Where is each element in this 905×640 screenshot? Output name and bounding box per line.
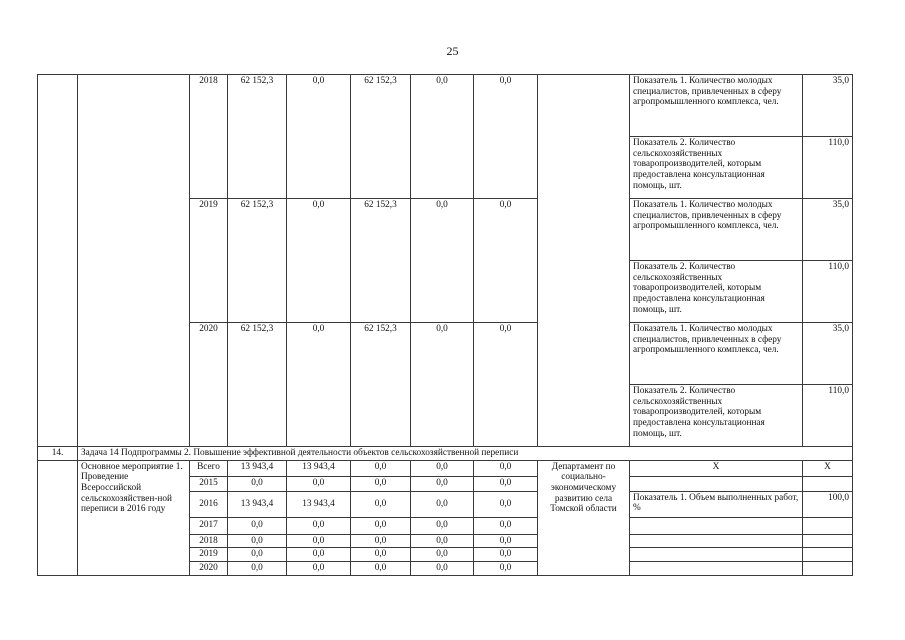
regional-cell: 0,0 <box>351 517 411 534</box>
year-cell: 2019 <box>190 548 228 562</box>
year-cell: 2020 <box>190 323 228 447</box>
executor-cell <box>538 75 630 447</box>
name-cell <box>78 75 190 447</box>
total-cell: 62 152,3 <box>228 75 287 199</box>
regional-cell: 0,0 <box>351 476 411 491</box>
year-cell: 2020 <box>190 562 228 576</box>
extrabudget-cell: 0,0 <box>474 476 538 491</box>
value-x: Х <box>803 460 853 476</box>
local-cell: 0,0 <box>411 323 474 447</box>
indicator-text: Показатель 1. Количество молодых специалистов, привлеченных в сферу агропромышленного комплекса, чел. <box>630 199 803 261</box>
extrabudget-cell: 0,0 <box>474 491 538 517</box>
regional-cell: 0,0 <box>351 534 411 548</box>
year-cell: 2015 <box>190 476 228 491</box>
federal-cell: 0,0 <box>287 534 351 548</box>
local-cell: 0,0 <box>411 517 474 534</box>
task-row <box>38 447 853 461</box>
extrabudget-cell: 0,0 <box>474 323 538 447</box>
regional-cell: 0,0 <box>351 548 411 562</box>
value-empty <box>803 548 853 562</box>
local-cell: 0,0 <box>411 548 474 562</box>
value-empty <box>803 534 853 548</box>
indicator-text: Показатель 2. Количество сельскохозяйственных товаропроизводителей, которым предоставлена консультационная помощь, шт. <box>630 261 803 323</box>
indicator-value: 110,0 <box>803 385 853 447</box>
table-row <box>38 460 853 476</box>
federal-cell: 0,0 <box>287 517 351 534</box>
value-empty <box>803 562 853 576</box>
local-cell: 0,0 <box>411 199 474 323</box>
year-cell: Всего <box>190 460 228 476</box>
extrabudget-cell: 0,0 <box>474 534 538 548</box>
extrabudget-cell: 0,0 <box>474 75 538 199</box>
value-empty <box>803 517 853 534</box>
number-cell <box>38 460 78 575</box>
local-cell: 0,0 <box>411 75 474 199</box>
local-cell: 0,0 <box>411 491 474 517</box>
regional-cell: 0,0 <box>351 562 411 576</box>
task-title: Задача 14 Подпрограммы 2. Повышение эффективной деятельности объектов сельскохозяйственной переписи <box>78 447 853 461</box>
regional-cell: 62 152,3 <box>351 323 411 447</box>
regional-cell: 0,0 <box>351 460 411 476</box>
program-table <box>37 74 853 576</box>
task-number: 14. <box>38 447 78 461</box>
total-cell: 0,0 <box>228 562 287 576</box>
federal-cell: 0,0 <box>287 199 351 323</box>
federal-cell: 0,0 <box>287 562 351 576</box>
regional-cell: 0,0 <box>351 491 411 517</box>
federal-cell: 0,0 <box>287 476 351 491</box>
department-cell: Департамент по социально-экономическому развитию села Томской области <box>538 460 630 575</box>
indicator-value: 110,0 <box>803 137 853 199</box>
indicator-value: 35,0 <box>803 199 853 261</box>
total-cell: 0,0 <box>228 548 287 562</box>
indicator-text: Показатель 1. Объем выполненных работ, % <box>630 491 803 517</box>
indicator-value: 110,0 <box>803 261 853 323</box>
federal-cell: 0,0 <box>287 548 351 562</box>
year-cell: 2018 <box>190 75 228 199</box>
total-cell: 0,0 <box>228 534 287 548</box>
indicator-empty <box>630 476 803 491</box>
local-cell: 0,0 <box>411 460 474 476</box>
extrabudget-cell: 0,0 <box>474 548 538 562</box>
total-cell: 0,0 <box>228 476 287 491</box>
federal-cell: 13 943,4 <box>287 491 351 517</box>
year-cell: 2017 <box>190 517 228 534</box>
indicator-value: 35,0 <box>803 75 853 137</box>
measure-name: Основное мероприятие 1. Проведение Всероссийской сельскохозяйствен-ной переписи в 2016 году <box>78 460 190 575</box>
local-cell: 0,0 <box>411 562 474 576</box>
local-cell: 0,0 <box>411 476 474 491</box>
indicator-x: Х <box>630 460 803 476</box>
year-cell: 2019 <box>190 199 228 323</box>
total-cell: 13 943,4 <box>228 491 287 517</box>
extrabudget-cell: 0,0 <box>474 199 538 323</box>
federal-cell: 0,0 <box>287 75 351 199</box>
regional-cell: 62 152,3 <box>351 199 411 323</box>
indicator-text: Показатель 2. Количество сельскохозяйственных товаропроизводителей, которым предоставлена консультационная помощь, шт. <box>630 385 803 447</box>
extrabudget-cell: 0,0 <box>474 460 538 476</box>
total-cell: 13 943,4 <box>228 460 287 476</box>
indicator-empty <box>630 562 803 576</box>
value-empty <box>803 476 853 491</box>
federal-cell: 13 943,4 <box>287 460 351 476</box>
year-cell: 2018 <box>190 534 228 548</box>
indicator-text: Показатель 1. Количество молодых специалистов, привлеченных в сферу агропромышленного комплекса, чел. <box>630 75 803 137</box>
local-cell: 0,0 <box>411 534 474 548</box>
indicator-empty <box>630 534 803 548</box>
page-number: 25 <box>446 44 459 58</box>
table-row <box>38 75 853 137</box>
federal-cell: 0,0 <box>287 323 351 447</box>
total-cell: 0,0 <box>228 517 287 534</box>
indicator-value: 35,0 <box>803 323 853 385</box>
indicator-empty <box>630 548 803 562</box>
indicator-value: 100,0 <box>803 491 853 517</box>
indicator-empty <box>630 517 803 534</box>
year-cell: 2016 <box>190 491 228 517</box>
indicator-text: Показатель 2. Количество сельскохозяйственных товаропроизводителей, которым предоставлена консультационная помощь, шт. <box>630 137 803 199</box>
total-cell: 62 152,3 <box>228 199 287 323</box>
extrabudget-cell: 0,0 <box>474 517 538 534</box>
extrabudget-cell: 0,0 <box>474 562 538 576</box>
number-cell <box>38 75 78 447</box>
indicator-text: Показатель 1. Количество молодых специалистов, привлеченных в сферу агропромышленного комплекса, чел. <box>630 323 803 385</box>
regional-cell: 62 152,3 <box>351 75 411 199</box>
total-cell: 62 152,3 <box>228 323 287 447</box>
